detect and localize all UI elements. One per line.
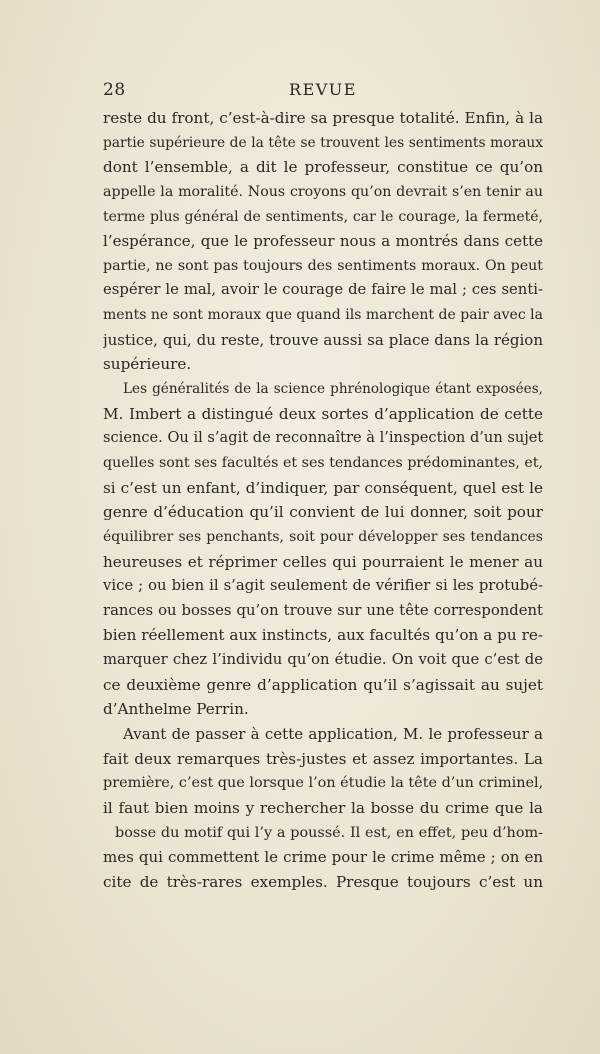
page-header bbox=[103, 80, 543, 104]
text-line: cite de très-rares exemples. Presque toujours c’est un bbox=[103, 872, 543, 891]
paragraph-first-line: Avant de passer à cette application, M. le professeur a bbox=[123, 725, 543, 744]
text-line: d’Anthelme Perrin. bbox=[103, 700, 249, 719]
text-line: science. Ou il s’agit de reconnaître à l’inspection d’un sujet bbox=[103, 429, 543, 447]
text-line: marquer chez l’individu qu’on étudie. On voit que c’est de bbox=[103, 651, 543, 669]
text-line: genre d’éducation qu’il convient de lui donner, soit pour bbox=[103, 503, 543, 522]
text-line: heureuses et réprimer celles qui pourraient le mener au bbox=[103, 552, 543, 571]
text-line: il faut bien moins y rechercher la bosse du crime que la bbox=[103, 798, 543, 817]
text-line: supérieure. bbox=[103, 355, 192, 374]
text-line: partie supérieure de la tête se trouvent les sentiments moraux bbox=[103, 134, 543, 151]
text-line: rances ou bosses qu’on trouve sur une tête correspondent bbox=[103, 601, 543, 619]
text-line: dont l’ensemble, a dit le professeur, constitue ce qu’on bbox=[103, 158, 543, 177]
text-line: justice, qui, du reste, trouve aussi sa place dans la région bbox=[103, 330, 543, 349]
text-line: l’espérance, que le professeur nous a montrés dans cette bbox=[103, 232, 543, 251]
text-line: partie, ne sont pas toujours des sentiments moraux. On peut bbox=[103, 257, 543, 274]
text-line: appelle la moralité. Nous croyons qu’on devrait s’en tenir au bbox=[103, 183, 543, 200]
text-line: ce deuxième genre d’application qu’il s’agissait au sujet bbox=[103, 675, 543, 694]
paragraph-first-line: Les généralités de la science phrénologique étant exposées, bbox=[123, 381, 543, 398]
text-line: si c’est un enfant, d’indiquer, par conséquent, quel est le bbox=[103, 478, 543, 497]
text-line: première, c’est que lorsque l’on étudie la tête d’un criminel, bbox=[103, 775, 543, 792]
text-line: espérer le mal, avoir le courage de faire le mal ; ces senti- bbox=[103, 281, 543, 299]
text-line: quelles sont ses facultés et ses tendances prédominantes, et, bbox=[103, 454, 543, 471]
running-title: REVUE bbox=[289, 80, 357, 99]
text-line: vice ; ou bien il s’agit seulement de vérifier si les protubé- bbox=[103, 577, 543, 595]
text-line: bosse du motif qui l’y a poussé. Il est, en effet, peu d’hom- bbox=[115, 824, 543, 841]
text-line: terme plus général de sentiments, car le courage, la fermeté, bbox=[103, 208, 543, 225]
body-text bbox=[103, 106, 543, 895]
text-line: bien réellement aux instincts, aux facultés qu’on a pu re- bbox=[103, 626, 543, 645]
text-line: reste du front, c’est-à-dire sa presque totalité. Enfin, à la bbox=[103, 109, 543, 127]
text-line: équilibrer ses penchants, soit pour développer ses tendances bbox=[103, 528, 543, 545]
text-line: fait deux remarques très-justes et assez importantes. La bbox=[103, 749, 543, 768]
text-line: ments ne sont moraux que quand ils marchent de pair avec la bbox=[103, 307, 543, 324]
text-line: M. Imbert a distingué deux sortes d’application de cette bbox=[103, 404, 543, 423]
page-number: 28 bbox=[103, 80, 126, 100]
text-line: mes qui commettent le crime pour le crime même ; on en bbox=[103, 848, 543, 867]
